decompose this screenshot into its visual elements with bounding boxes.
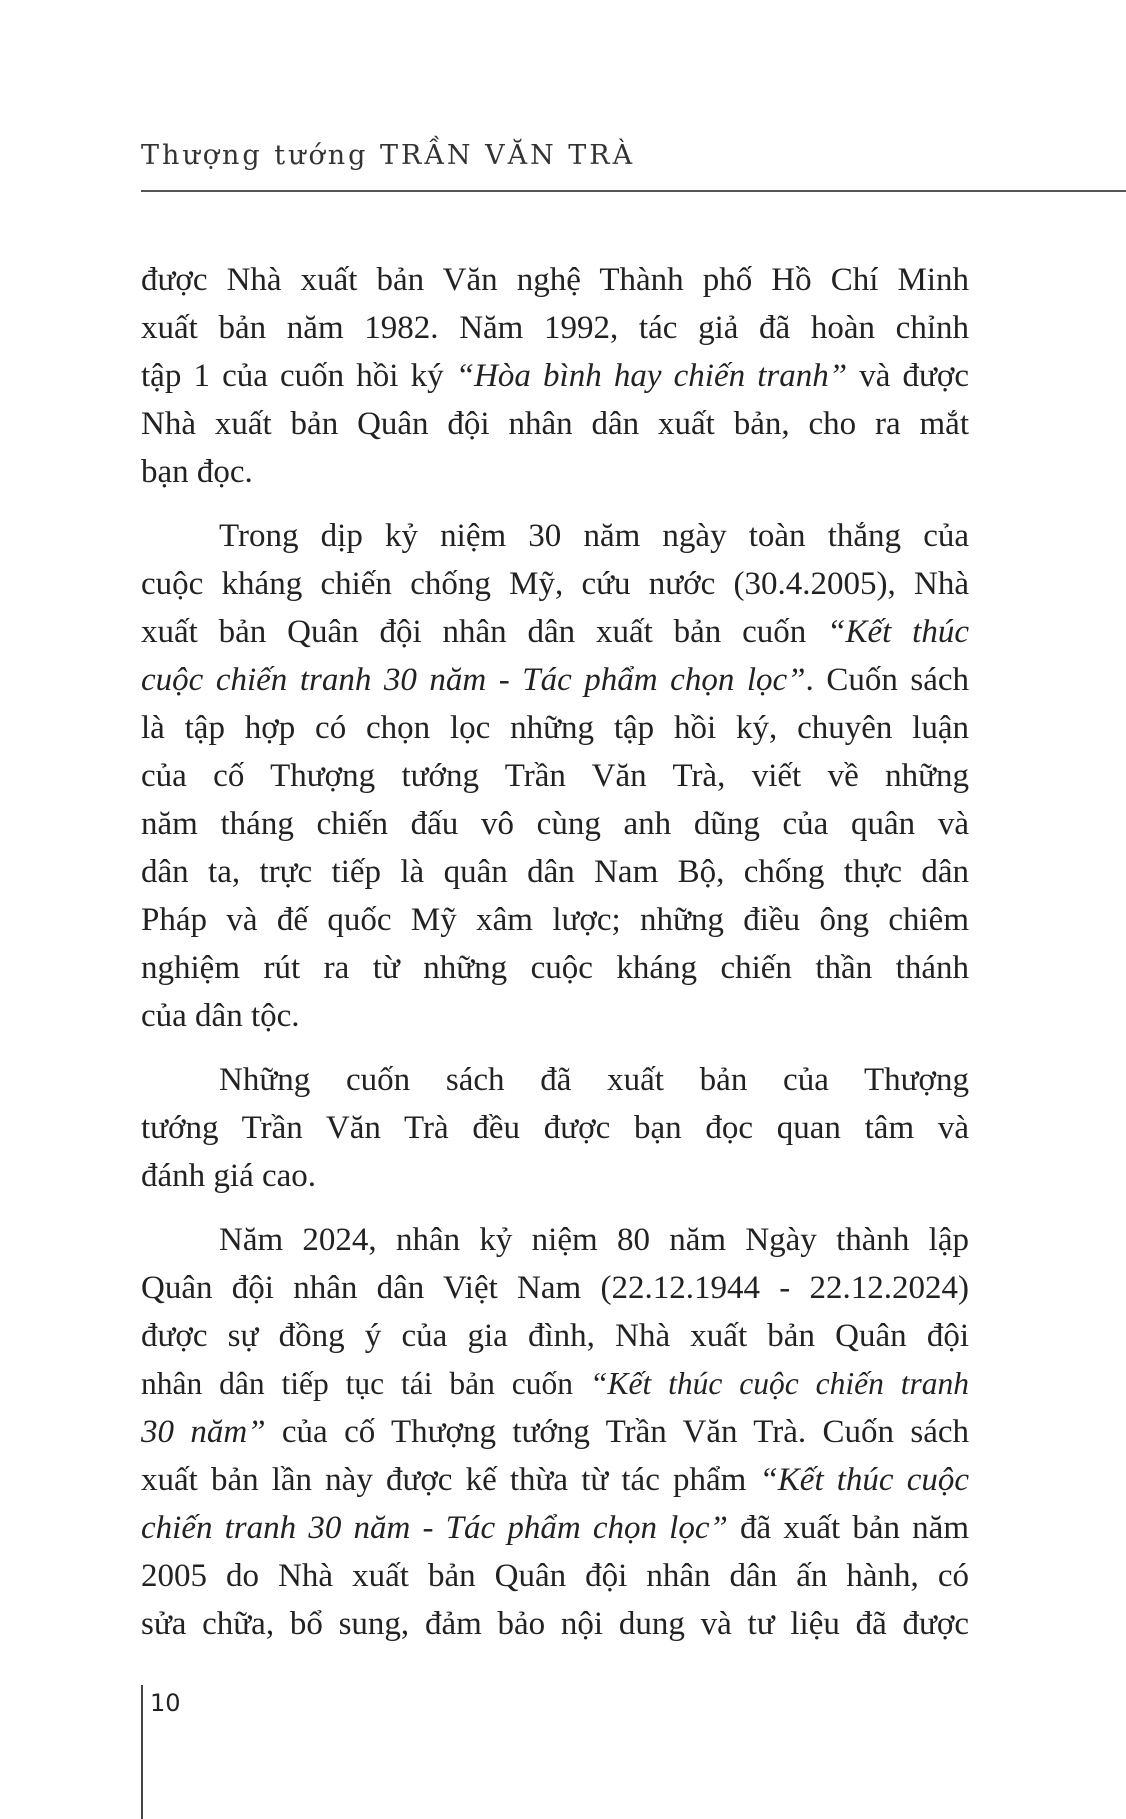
text-run: Nhà xuất bản Quân đội nhân dân xuất bản, cho ra mắt (141, 406, 969, 442)
text-line (141, 848, 969, 896)
text-run: được Nhà xuất bản Văn nghệ Thành phố Hồ Chí Minh (141, 262, 969, 298)
text-run: dân ta, trực tiếp là quân dân Nam Bộ, chống thực dân (141, 854, 969, 890)
text-run: xuất bản năm 1982. Năm 1992, tác giả đã hoàn chỉnh (141, 310, 969, 346)
text-run: . Cuốn sách (805, 662, 969, 698)
text-line (141, 560, 969, 608)
paragraph-1 (141, 256, 969, 496)
header-rule (141, 190, 1126, 192)
text-run: của cố Thượng tướng Trần Văn Trà, viết về những (141, 758, 969, 794)
text-line (141, 1456, 969, 1504)
text-run: tập 1 của cuốn hồi ký (141, 358, 456, 394)
text-line (141, 448, 969, 496)
text-run: nhân dân tiếp tục tái bản cuốn (141, 1366, 590, 1401)
text-line (141, 1056, 969, 1104)
text-run: sửa chữa, bổ sung, đảm bảo nội dung và tư liệu đã được (141, 1606, 969, 1642)
paragraph-4 (141, 1216, 969, 1648)
text-line (141, 656, 969, 704)
text-line (141, 1216, 969, 1264)
page-number: 10 (150, 1689, 181, 1717)
text-line (141, 1360, 969, 1408)
text-line (141, 1104, 969, 1152)
text-run: Những cuốn sách đã xuất bản của Thượng (219, 1062, 969, 1098)
text-line (141, 1600, 969, 1648)
book-title: cuộc chiến tranh 30 năm - Tác phẩm chọn lọc” (141, 662, 806, 698)
text-run: năm tháng chiến đấu vô cùng anh dũng của quân và (141, 806, 969, 842)
text-line (141, 1264, 969, 1312)
paragraph-2 (141, 512, 969, 1040)
text-line (141, 256, 969, 304)
text-run: Quân đội nhân dân Việt Nam (22.12.1944 - 22.12.2024) (141, 1270, 969, 1306)
running-header: Thượng tướng TRẦN VĂN TRÀ (141, 140, 636, 171)
text-line (141, 1504, 969, 1552)
text-run: xuất bản lần này được kế thừa từ tác phẩm (141, 1462, 760, 1498)
text-run: của dân tộc. (141, 998, 300, 1034)
text-run: Pháp và đế quốc Mỹ xâm lược; những điều ông chiêm (141, 902, 969, 938)
text-run: tướng Trần Văn Trà đều được bạn đọc quan tâm và (141, 1110, 969, 1146)
text-run: của cố Thượng tướng Trần Văn Trà. Cuốn sách (265, 1414, 969, 1450)
text-line (141, 704, 969, 752)
text-run: nghiệm rút ra từ những cuộc kháng chiến thần thánh (141, 950, 969, 986)
paragraph-3 (141, 1056, 969, 1200)
text-run: bạn đọc. (141, 454, 253, 490)
text-run: là tập hợp có chọn lọc những tập hồi ký, chuyên luận (141, 710, 969, 746)
book-title: 30 năm” (141, 1414, 266, 1450)
text-run: 2005 do Nhà xuất bản Quân đội nhân dân ấn hành, có (141, 1558, 969, 1594)
text-line (141, 944, 969, 992)
text-run: Năm 2024, nhân kỷ niệm 80 năm Ngày thành lập (219, 1222, 969, 1258)
text-run: cuộc kháng chiến chống Mỹ, cứu nước (30.4.2005), Nhà (141, 566, 969, 602)
text-run: đã xuất bản năm (727, 1510, 969, 1546)
body-text (141, 256, 969, 1664)
text-run: đánh giá cao. (141, 1158, 317, 1194)
text-line (141, 1408, 969, 1456)
footer-rule (141, 1685, 143, 1819)
book-title: “Kết thúc cuộc chiến tranh (589, 1366, 969, 1401)
book-title: “Hòa bình hay chiến tranh” (455, 358, 848, 394)
book-title: chiến tranh 30 năm - Tác phẩm chọn lọc” (141, 1510, 728, 1546)
text-line (141, 992, 969, 1040)
text-run: được sự đồng ý của gia đình, Nhà xuất bản Quân đội (141, 1318, 969, 1354)
text-line (141, 1152, 969, 1200)
book-title: “Kết thúc cuộc (759, 1462, 969, 1498)
text-line (141, 608, 969, 656)
text-line (141, 1312, 969, 1360)
text-run: Trong dịp kỷ niệm 30 năm ngày toàn thắng của (219, 518, 969, 554)
text-line (141, 800, 969, 848)
text-line (141, 896, 969, 944)
text-line (141, 512, 969, 560)
book-title: “Kết thúc (827, 614, 969, 650)
text-line (141, 304, 969, 352)
text-line (141, 1552, 969, 1600)
text-run: và được (847, 358, 969, 394)
text-line (141, 400, 969, 448)
text-line (141, 752, 969, 800)
text-run: xuất bản Quân đội nhân dân xuất bản cuốn (141, 614, 828, 650)
text-line (141, 352, 969, 400)
